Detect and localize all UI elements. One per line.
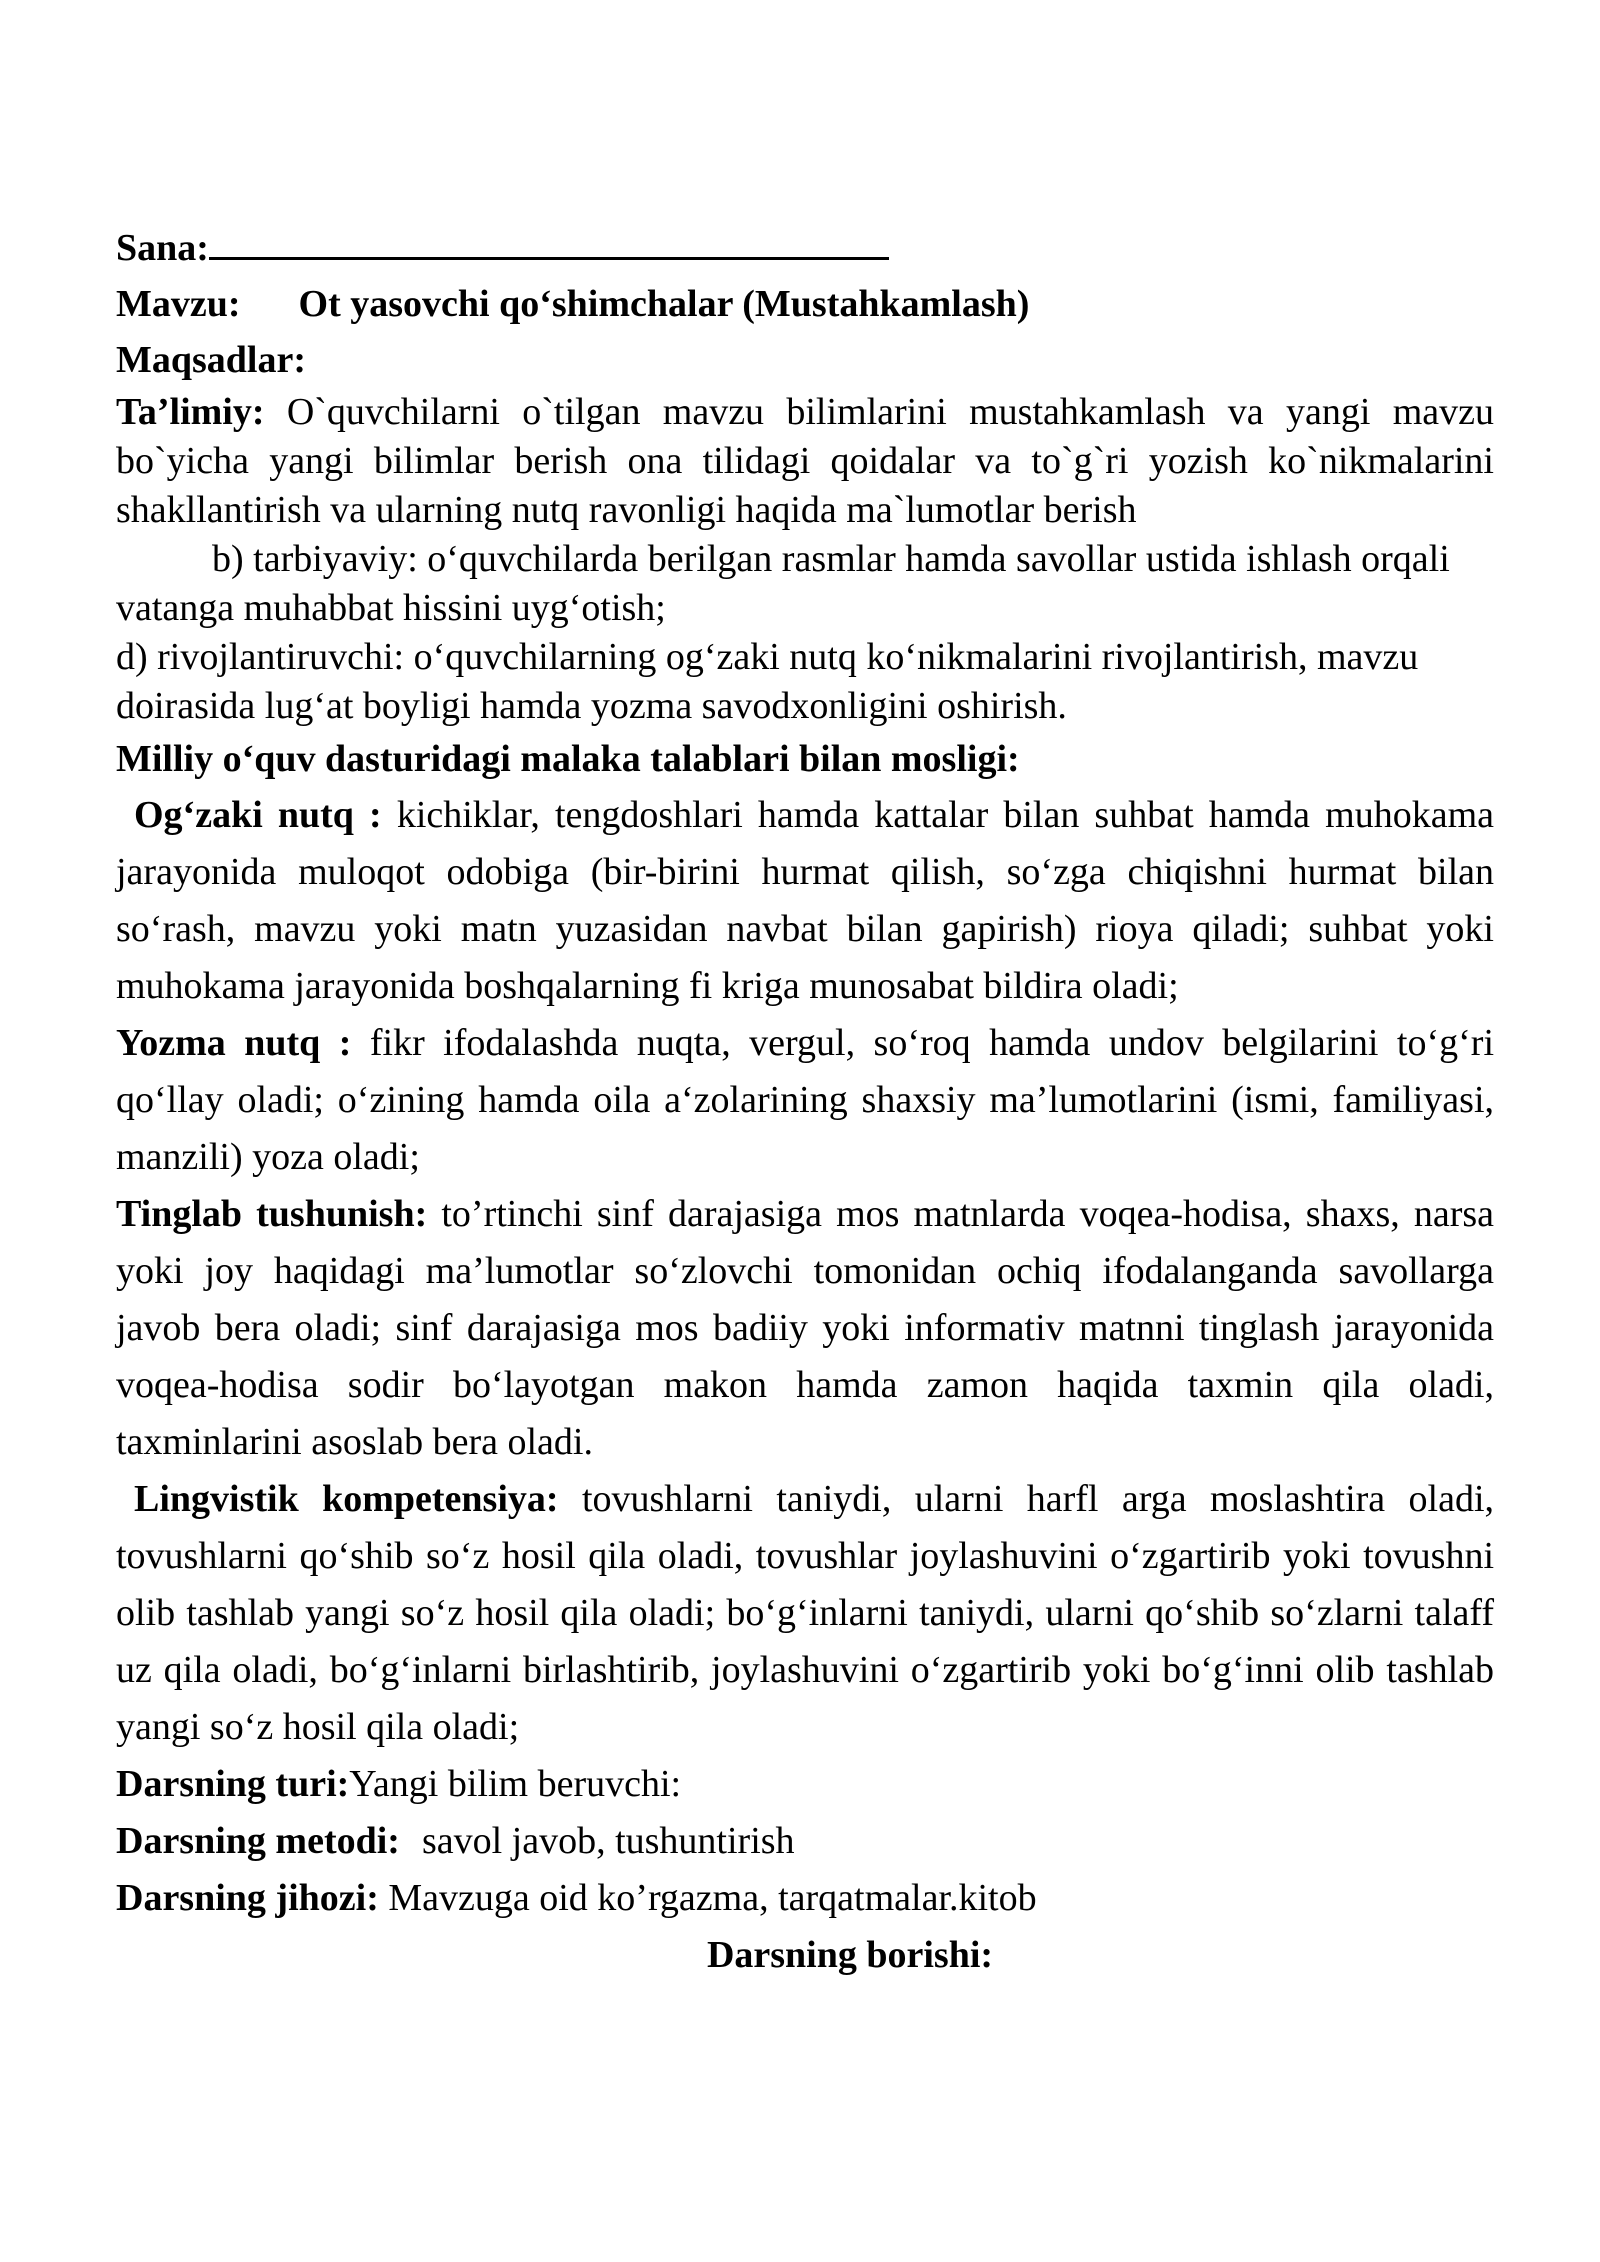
development-goal-text: d) rivojlantiruvchi: o‘quvchilarning og‘zaki nutq ko‘nikmalarini rivojlantirish, mavzu doirasida lug‘at boyligi hamda yozma savodxonligini oshirish. (116, 636, 1419, 727)
listening-label: Tinglab tushunish: (116, 1193, 428, 1235)
oral-speech-text: kichiklar, tengdoshlari hamda kattalar bilan suhbat hamda muhokama jarayonida muloqot odobiga (bir-birini hurmat qilish, so‘zga chiqishni hurmat bilan so‘rash, mavzu yoki matn yuzasidan navbat bilan gapirish) rioya qiladi; suhbat yoki muhokama jarayonida boshqalarning fi kriga munosabat bildira oladi; (116, 794, 1494, 1007)
educational-goal-label: Ta’limiy: (116, 391, 265, 433)
lesson-equipment-line (116, 1870, 1494, 1927)
goals-label: Maqsadlar: (116, 339, 306, 381)
lesson-method-line (116, 1813, 1494, 1870)
development-goal (116, 633, 1494, 731)
lesson-progress-heading (116, 1927, 1494, 1984)
written-speech-text: fikr ifodalashda nuqta, vergul, so‘roq hamda undov belgilarini to‘g‘ri qo‘llay oladi; o‘zining hamda oila a‘zolarining shaxsiy ma’lumotlarini (ismi, familiyasi, manzili) yoza oladi; (116, 1022, 1495, 1178)
written-speech-label: Yozma nutq : (116, 1022, 352, 1064)
topic-title: Ot yasovchi qo‘shimchalar (Mustahkamlash) (298, 283, 1030, 325)
date-label: Sana: (116, 227, 209, 269)
linguistic-text: tovushlarni taniydi, ularni harfl arga moslashtira oladi, tovushlarni qo‘shib so‘z hosil qila oladi, tovushlar joylashuvini o‘zgartirib yoki tovushni olib tashlab yangi so‘z hosil qila oladi; bo‘g‘inlarni taniydi, ularni qo‘shib so‘zlarni talaff uz qila oladi, bo‘g‘inlarni birlashtirib, joylashuvini o‘zgartirib yoki bo‘g‘inni olib tashlab yangi so‘z hosil qila oladi; (116, 1478, 1495, 1748)
lesson-type-line (116, 1756, 1494, 1813)
standards-heading-text: Milliy o‘quv dasturidagi malaka talablari bilan mosligi: (116, 738, 1020, 780)
lesson-equipment-value: Mavzuga oid ko’rgazma, tarqatmalar.kitob (388, 1877, 1037, 1919)
oral-speech-label: Og‘zaki nutq : (134, 794, 382, 836)
upbringing-goal (116, 535, 1494, 633)
date-line (116, 220, 1494, 276)
lesson-plan (116, 220, 1494, 1984)
oral-speech-paragraph (116, 787, 1494, 1015)
date-blank (209, 221, 889, 260)
lesson-method-label: Darsning metodi: (116, 1820, 400, 1862)
lesson-type-label: Darsning turi: (116, 1763, 350, 1805)
listening-text: to’rtinchi sinf darajasiga mos matnlarda voqea-hodisa, shaxs, narsa yoki joy haqidagi ma’lumotlar so‘zlovchi tomonidan ochiq ifodalanganda savollarga javob bera oladi; sinf darajasiga mos badiiy yoki informativ matnni tinglash jarayonida voqea-hodisa sodir bo‘layotgan makon hamda zamon haqida taxmin qila oladi, taxminlarini asoslab bera oladi. (116, 1193, 1495, 1463)
goals-heading (116, 332, 1494, 388)
lesson-method-value: savol javob, tushuntirish (421, 1820, 795, 1862)
upbringing-goal-text: b) tarbiyaviy: o‘quvchilarda berilgan rasmlar hamda savollar ustida ishlash orqali vatanga muhabbat hissini uyg‘otish; (116, 538, 1450, 629)
educational-goal (116, 388, 1494, 535)
topic-label: Mavzu: (116, 283, 241, 325)
educational-goal-text: O`quvchilarni o`tilgan mavzu bilimlarini mustahkamlash va yangi mavzu bo`yicha yangi bilimlar berish ona tilidagi qoidalar va to`g`ri yozish ko`nikmalarini shakllantirish va ularning nutq ravonligi haqida ma`lumotlar berish (116, 391, 1494, 531)
written-speech-paragraph (116, 1015, 1494, 1186)
lesson-progress-heading-text: Darsning borishi: (706, 1934, 994, 1976)
lesson-type-value: Yangi bilim beruvchi: (349, 1763, 682, 1805)
listening-paragraph (116, 1186, 1494, 1471)
lesson-equipment-label: Darsning jihozi: (116, 1877, 379, 1919)
linguistic-label: Lingvistik kompetensiya: (134, 1478, 559, 1520)
topic-line (116, 276, 1494, 332)
standards-heading (116, 731, 1494, 787)
linguistic-paragraph (116, 1471, 1494, 1756)
